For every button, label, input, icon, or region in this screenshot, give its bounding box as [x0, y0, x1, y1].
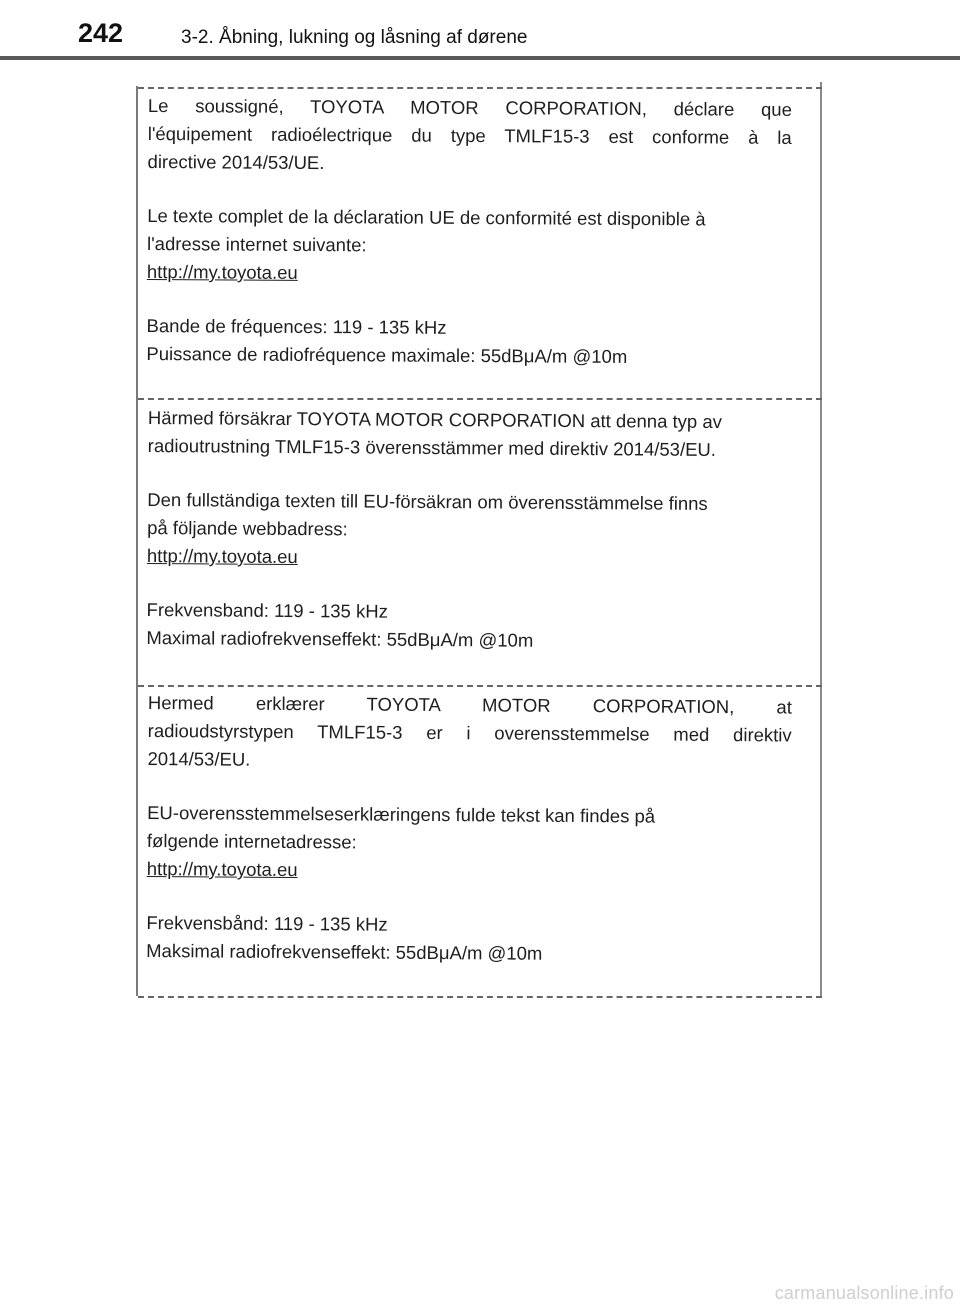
dashed-divider-bottom: [138, 996, 822, 998]
header-rule: [0, 56, 960, 60]
scan-border-left: [136, 86, 138, 996]
swedish-declaration-block: [146, 404, 792, 656]
french-url-link[interactable]: http://my.toyota.eu: [146, 260, 298, 283]
french-text-line-1: Le texte complet de la déclaration UE de conformité est disponible à: [147, 204, 706, 230]
swedish-max-power: Maximal radiofrekvenseffekt: 55dBμA/m @10m: [146, 626, 534, 651]
danish-declaration-line-1: Hermed erklærer TOYOTA MOTOR CORPORATION, at: [147, 691, 792, 718]
french-declaration-line-3: directive 2014/53/UE.: [147, 150, 325, 174]
danish-declaration-line-2: radioudstyrstypen TMLF15-3 er i overensstemmelse med direktiv: [147, 719, 792, 746]
declaration-scan: [136, 82, 822, 998]
danish-frequency-band: Frekvensbånd: 119 - 135 kHz: [146, 911, 388, 935]
danish-text-line-2: følgende internetadresse:: [146, 829, 357, 853]
french-declaration-block: [146, 92, 792, 372]
swedish-declaration-line-1: Härmed försäkrar TOYOTA MOTOR CORPORATION att denna typ av: [147, 406, 722, 433]
danish-declaration-block: [146, 689, 792, 969]
danish-max-power: Maksimal radiofrekvenseffekt: 55dBμA/m @10m: [146, 939, 543, 964]
danish-declaration-line-3: 2014/53/EU.: [147, 747, 251, 770]
swedish-text-line-2: på följande webbadress:: [147, 516, 348, 540]
dashed-divider-1: [138, 398, 822, 400]
french-text-line-2: l'adresse internet suivante:: [147, 232, 367, 256]
page-header: [0, 0, 960, 58]
swedish-text-line-1: Den fullständiga texten till EU-försäkran om överensstämmelse finns: [147, 488, 708, 514]
danish-url-link[interactable]: http://my.toyota.eu: [146, 857, 298, 881]
page-number: 242: [78, 18, 124, 48]
french-declaration-line-2: l'équipement radioélectrique du type TMLF15-3 est conforme à la: [147, 122, 792, 148]
swedish-declaration-line-2: radioutrustning TMLF15-3 överensstämmer med direktiv 2014/53/EU.: [147, 434, 717, 460]
scan-border-right: [820, 82, 822, 998]
french-declaration-line-1: Le soussigné, TOYOTA MOTOR CORPORATION, déclare que: [147, 94, 792, 120]
dashed-divider-top: [138, 87, 822, 89]
watermark-text: carmanualsonline.info: [774, 1283, 954, 1303]
french-max-power: Puissance de radiofréquence maximale: 55dBμA/m @10m: [146, 342, 628, 367]
dashed-divider-2: [138, 685, 822, 687]
swedish-frequency-band: Frekvensband: 119 - 135 kHz: [146, 598, 388, 622]
danish-text-line-1: EU-overensstemmelseserklæringens fulde tekst kan findes på: [147, 801, 656, 827]
section-title: 3-2. Åbning, lukning og låsning af dørene: [181, 27, 528, 48]
swedish-url-link[interactable]: http://my.toyota.eu: [146, 544, 298, 568]
french-frequency-band: Bande de fréquences: 119 - 135 kHz: [146, 314, 447, 338]
